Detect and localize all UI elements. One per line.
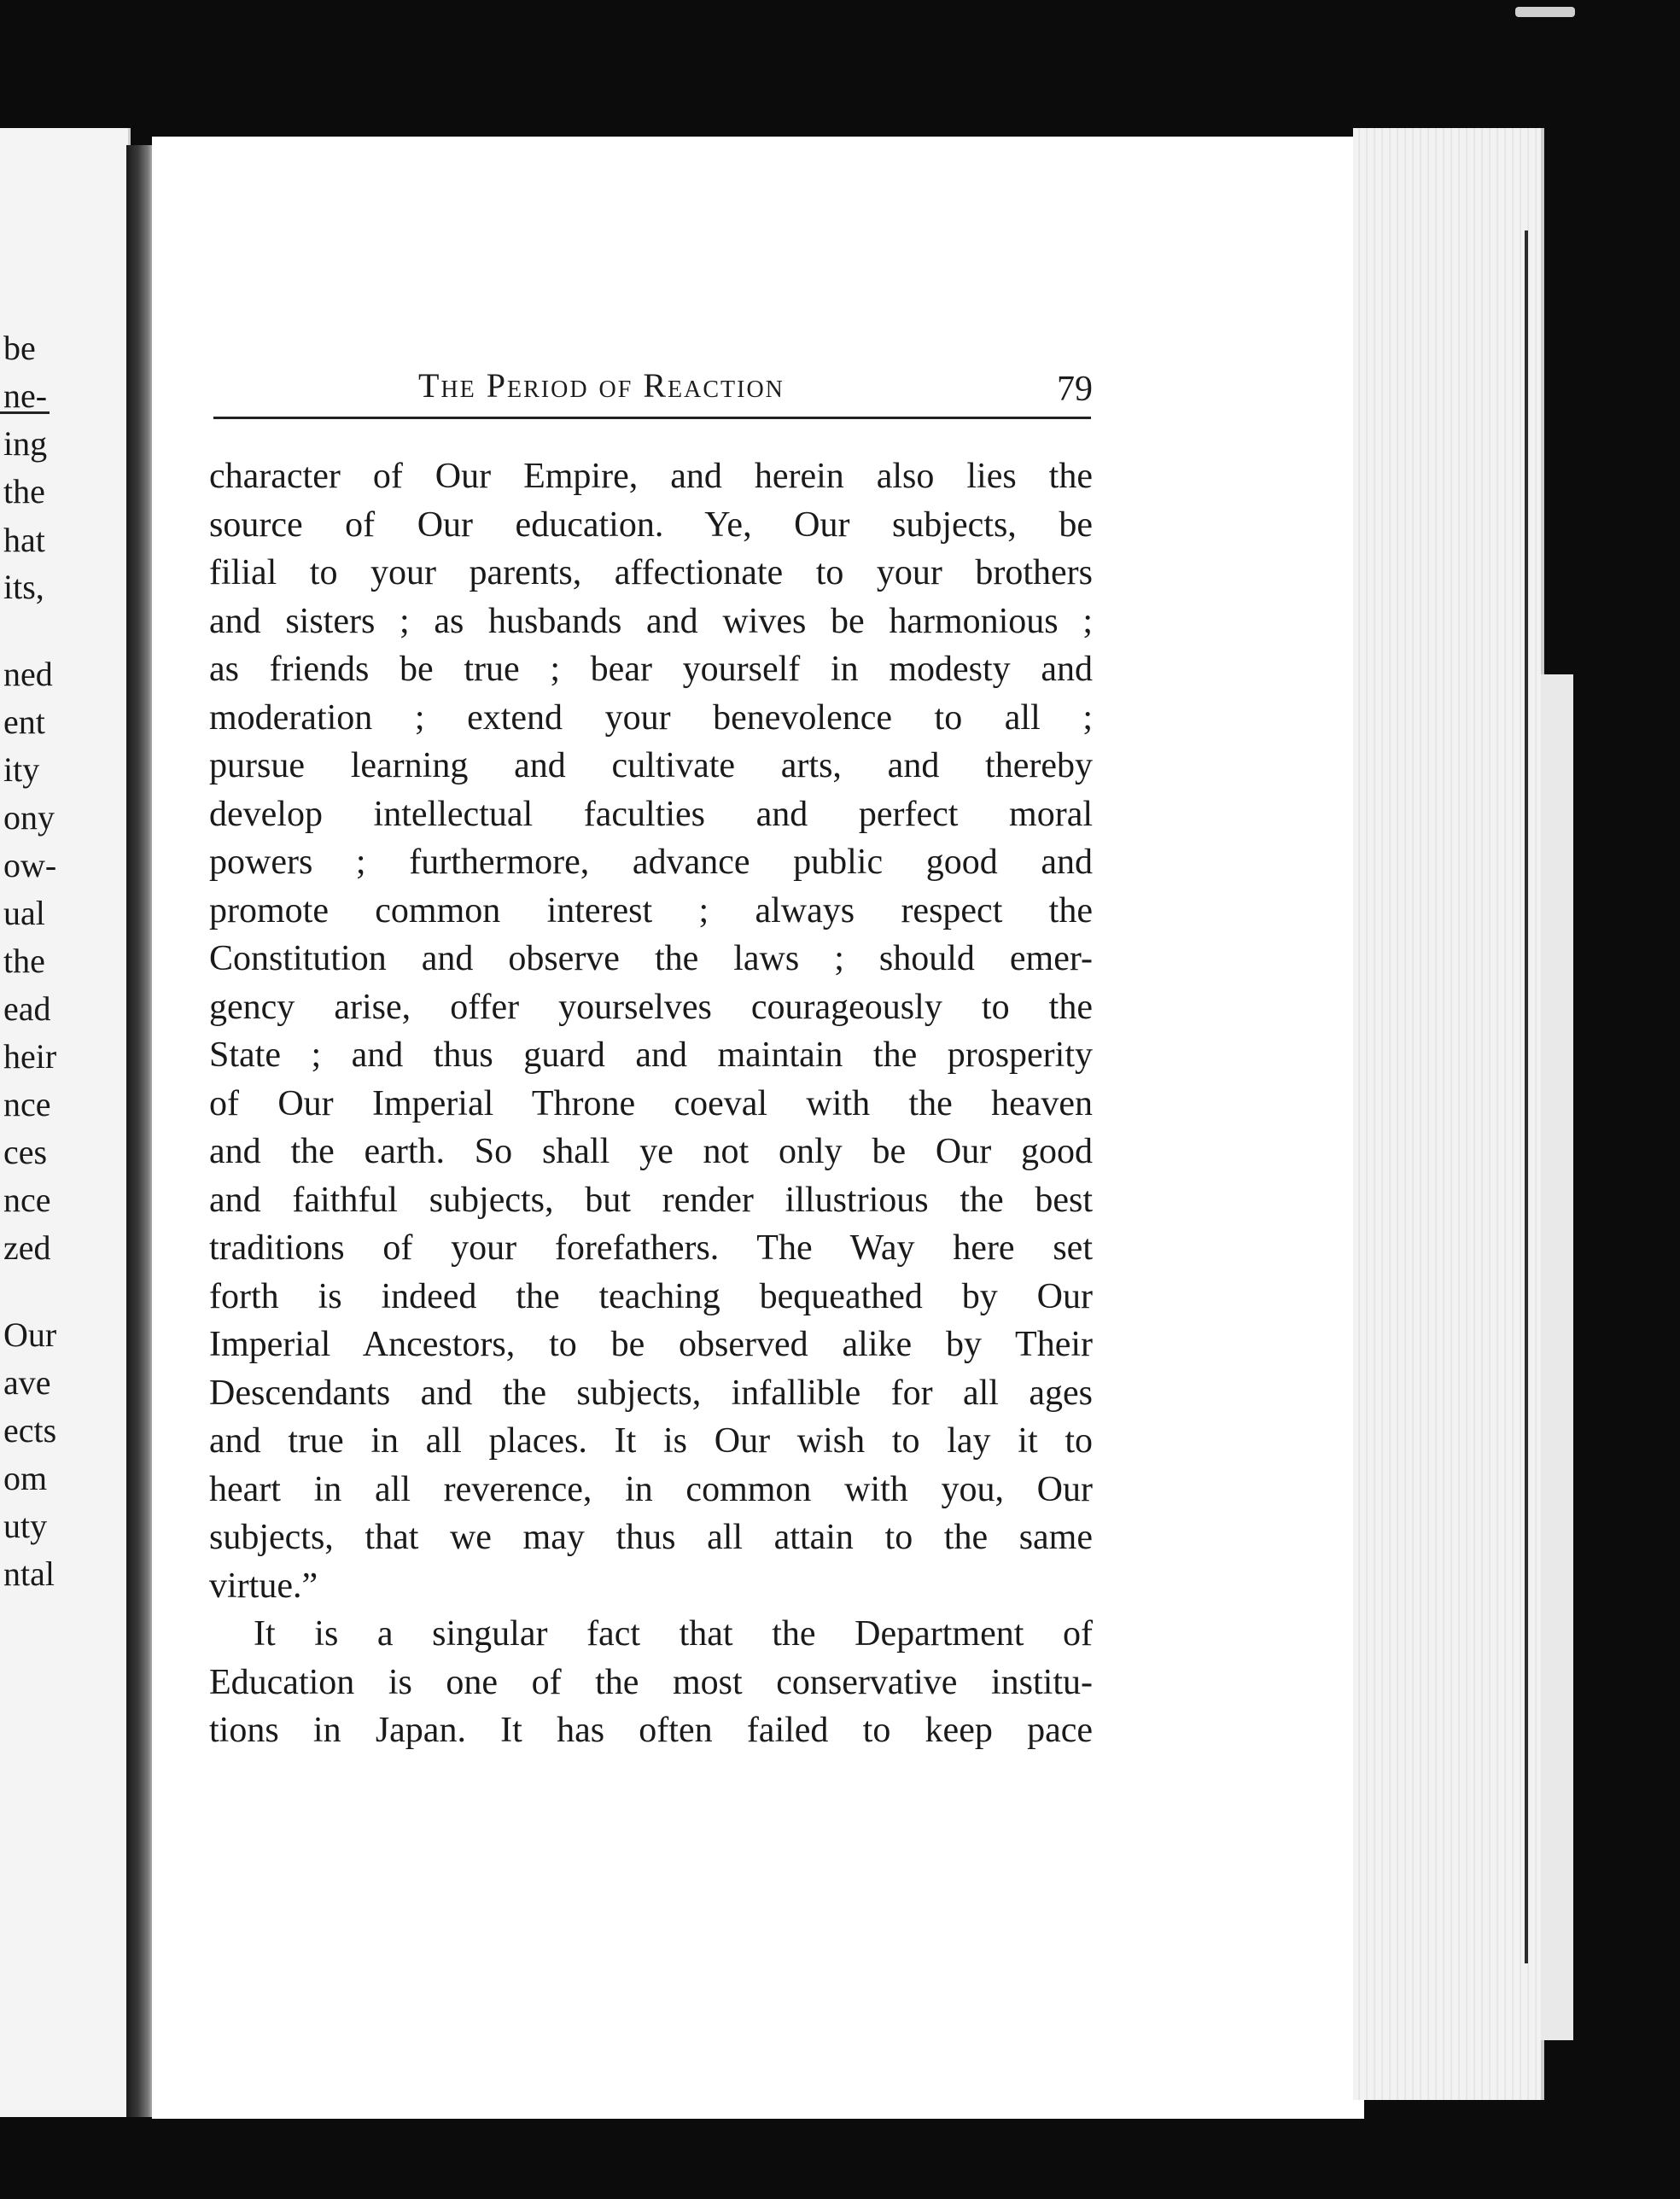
text-line: and the earth. So shall ye not only be Our good: [209, 1132, 1093, 1171]
text-line: and true in all places. It is Our wish to lay it to: [209, 1421, 1093, 1461]
page-header: [213, 357, 1093, 418]
text-line: Constitution and observe the laws ; should emer-: [209, 939, 1093, 978]
previous-page-fragment: om: [3, 1459, 48, 1497]
text-line: source of Our education. Ye, Our subjects, be: [209, 505, 1093, 545]
text-line: subjects, that we may thus all attain to the same: [209, 1518, 1093, 1557]
previous-page-fragment: ntal: [3, 1554, 55, 1593]
previous-page-fragment: ne-: [3, 376, 48, 415]
previous-page-fragment: heir: [3, 1037, 57, 1076]
header-rule: [213, 417, 1091, 419]
text-line: character of Our Empire, and herein also lies the: [209, 457, 1093, 496]
previous-page-fragment: nce: [3, 1181, 51, 1219]
text-line: heart in all reverence, in common with you, Our: [209, 1469, 1093, 1509]
text-line: powers ; furthermore, advance public good and: [209, 843, 1093, 882]
text-line: filial to your parents, affectionate to your brothers: [209, 553, 1093, 592]
previous-page-fragment: ual: [3, 894, 45, 932]
book-gutter: [126, 145, 155, 2117]
text-line: virtue.”: [209, 1566, 318, 1606]
text-line: pursue learning and cultivate arts, and thereby: [209, 746, 1093, 785]
text-line: develop intellectual faculties and perfect moral: [209, 794, 1093, 834]
page-edge-strip: [1541, 674, 1573, 2040]
text-line: of Our Imperial Throne coeval with the heaven: [209, 1083, 1093, 1123]
text-line: It is a singular fact that the Department of: [254, 1614, 1093, 1654]
text-line: Imperial Ancestors, to be observed alike by Their: [209, 1325, 1093, 1364]
previous-page-fragment: ned: [3, 655, 53, 693]
previous-page-fragment: be: [3, 329, 36, 367]
previous-page-fragment: hat: [3, 521, 45, 559]
previous-page-fragment: the: [3, 472, 45, 510]
previous-page-fragment: its,: [3, 568, 44, 606]
text-line: forth is indeed the teaching bequeathed by Our: [209, 1276, 1093, 1316]
text-line: as friends be true ; bear yourself in modesty and: [209, 650, 1093, 689]
text-line: and sisters ; as husbands and wives be harmonious ;: [209, 601, 1093, 641]
text-line: moderation ; extend your benevolence to all ;: [209, 697, 1093, 738]
previous-page-fragment: Our: [3, 1315, 57, 1354]
previous-page-fragment: ces: [3, 1133, 48, 1171]
previous-page-fragment: ead: [3, 989, 51, 1028]
text-line: gency arise, offer yourselves courageously to the: [209, 987, 1093, 1027]
text-line: Descendants and the subjects, infallible for all ages: [209, 1373, 1093, 1413]
page-number: 79: [1057, 370, 1093, 409]
previous-page-fragment: ing: [3, 424, 48, 463]
previous-page-fragment: ony: [3, 798, 55, 837]
previous-page-fragment: ects: [3, 1411, 57, 1449]
running-head: The Period of Reaction: [418, 366, 785, 405]
page-stack-edges: [1353, 128, 1544, 2100]
text-line: Education is one of the most conservative institu-: [209, 1662, 1093, 1702]
text-line: traditions of your forefathers. The Way here set: [209, 1228, 1093, 1268]
previous-page-fragment: ave: [3, 1363, 51, 1402]
previous-page-fragment: uty: [3, 1507, 48, 1545]
text-line: State ; and thus guard and maintain the prosperity: [209, 1035, 1093, 1075]
previous-page-fragment: ent: [3, 703, 45, 741]
previous-page-fragment: nce: [3, 1085, 51, 1123]
scan-speck: [1515, 7, 1575, 17]
body-text: [209, 452, 1093, 1755]
previous-page-fragment: zed: [3, 1228, 51, 1267]
previous-page-fragment: ity: [3, 750, 40, 789]
previous-page: [0, 128, 131, 2117]
previous-page-fragment: ow-: [3, 846, 57, 884]
text-line: tions in Japan. It has often failed to keep pace: [209, 1711, 1093, 1750]
text-line: promote common interest ; always respect the: [209, 890, 1093, 930]
previous-page-fragment: the: [3, 942, 45, 980]
text-line: and faithful subjects, but render illustrious the best: [209, 1180, 1093, 1220]
page-edge-line: [1525, 230, 1528, 1963]
